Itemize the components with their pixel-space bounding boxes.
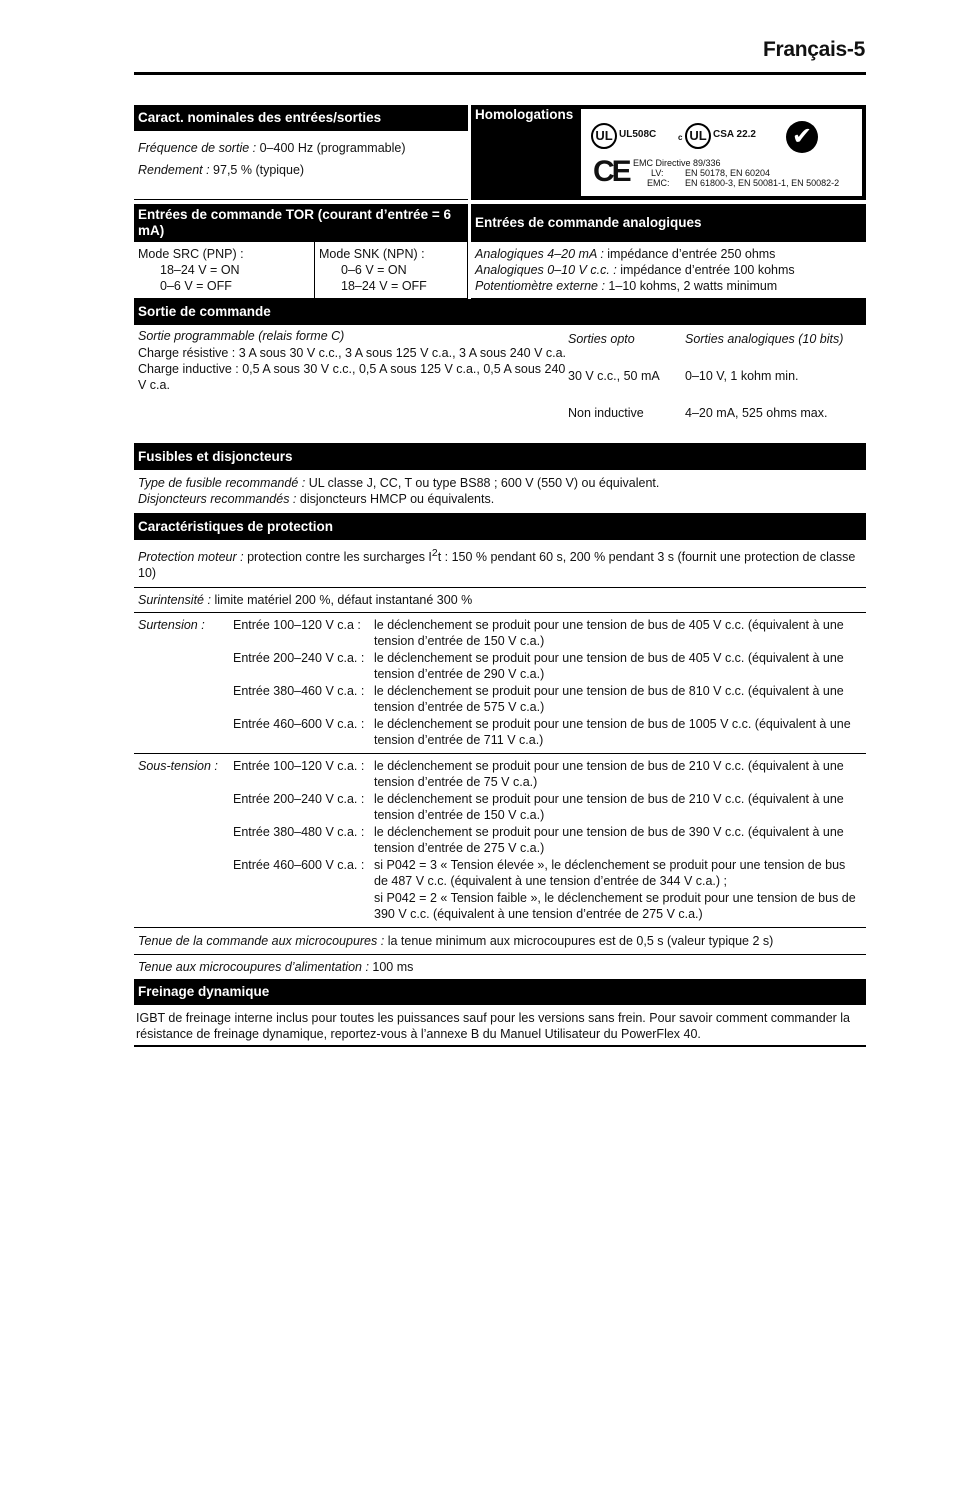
output-frequency (138, 137, 464, 159)
resistive-load: Charge résistive : 3 A sous 30 V c.c., 3 A sous 125 V c.a., 3 A sous 240 V c.a. (138, 346, 567, 360)
efficiency (138, 159, 464, 181)
src-title: Mode SRC (PNP) : (138, 247, 244, 261)
analog-outputs (685, 328, 862, 439)
cul-logo-icon: UL (685, 123, 711, 149)
pot-value: 1–10 kohms, 2 watts minimum (604, 279, 778, 293)
undervoltage-list (233, 758, 862, 923)
ov-input: Entrée 200–240 V c.a. : (233, 651, 365, 666)
title-rule (134, 72, 866, 75)
control-output-heading: Sortie de commande (134, 299, 866, 325)
src-on: 18–24 V = ON (160, 263, 240, 277)
analog-line-1 (475, 246, 862, 262)
undervoltage-label: Sous-tension : (138, 759, 218, 774)
lv-label: LV: (651, 168, 664, 178)
ov-text: le déclenchement se produit pour une tension de bus de 1005 V c.c. (équivalent à une tension d’entrée de 711 V c.a.) (374, 717, 851, 748)
src-off: 0–6 V = OFF (160, 279, 232, 293)
analog-inputs-section (471, 204, 866, 299)
motor-value-a: protection contre les surcharges I (243, 550, 432, 565)
uv-input: Entrée 200–240 V c.a. : (233, 792, 365, 807)
uv-text: le déclenchement se produit pour une tension de bus de 210 V c.c. (équivalent à une tension d’entrée de 150 V c.a.) (374, 792, 844, 823)
io-ratings-section (134, 105, 468, 200)
lv-value: EN 50178, EN 60204 (685, 168, 771, 178)
fuse-label: Type de fusible recommandé : (138, 476, 306, 490)
freq-label: Fréquence de sortie : (138, 141, 257, 155)
fuses-body (134, 470, 866, 514)
analog-out-1: 0–10 V, 1 kohm min. (685, 369, 799, 383)
uv-input: Entrée 460–600 V c.a. : (233, 858, 365, 873)
motor-sup: 2 (431, 548, 438, 559)
digital-inputs-section (134, 204, 468, 299)
eff-label: Rendement : (138, 163, 210, 177)
braking-heading: Freinage dynamique (134, 979, 866, 1005)
cul-prefix: c (678, 133, 683, 142)
ov-input: Entrée 460–600 V c.a. : (233, 717, 365, 732)
snk-off: 18–24 V = OFF (341, 279, 427, 293)
undervoltage-item (233, 890, 862, 922)
row-ratings-certs (134, 105, 866, 200)
motor-value-b: t : 150 % pendant 60 s, 200 % pendant 3 s (fournit une protection de classe 10) (138, 550, 856, 581)
c-tick-icon: ✔ (786, 121, 818, 153)
relay-label: Sortie programmable (relais forme C) (138, 329, 345, 343)
emc-value: EN 61800-3, EN 50081-1, EN 50082-2 (685, 178, 840, 188)
opto-header: Sorties opto (568, 332, 635, 346)
emc-label: EMC: (647, 178, 670, 188)
overvoltage-item (233, 683, 862, 715)
undervoltage-item (233, 857, 862, 889)
snk-mode (315, 242, 468, 298)
digital-inputs-body (134, 242, 468, 299)
analog-line-3 (475, 278, 862, 294)
ov-text: le déclenchement se produit pour une tension de bus de 810 V c.c. (équivalent à une tension d’entrée de 575 V c.a.) (374, 684, 844, 715)
overvoltage-row (134, 613, 866, 754)
spec-table (134, 105, 866, 1047)
io-ratings-heading: Caract. nominales des entrées/sorties (134, 105, 468, 131)
io-ratings-body (134, 131, 468, 187)
ce-mark-icon: CE (593, 155, 629, 188)
emc-directive: EMC Directive 89/336 (633, 158, 721, 168)
motor-protection (134, 540, 866, 588)
protection-heading: Caractéristiques de protection (134, 514, 866, 540)
ov-text: le déclenchement se produit pour une tension de bus de 405 V c.c. (équivalent à une tension d’entrée de 290 V c.a.) (374, 651, 844, 682)
analog-0-10-label: Analogiques 0–10 V c.c. : (475, 263, 617, 277)
opto-outputs (568, 328, 685, 439)
braking-body: IGBT de freinage interne inclus pour toutes les puissances sauf pour les versions sans frein. Pour savoir comment commander la résistance de freinage dynamique, reportez-vous à l’annexe B du Manuel Utilisateur du PowerFlex 40. (134, 1005, 866, 1047)
uv-text: le déclenchement se produit pour une tension de bus de 390 V c.c. (équivalent à une tension d’entrée de 275 V c.a.) (374, 825, 844, 856)
certification-logos (581, 109, 862, 196)
overcurrent (134, 588, 866, 613)
certifications-section (471, 105, 866, 200)
analog-line-2 (475, 262, 862, 278)
row-inputs (134, 204, 866, 299)
breakers (138, 491, 862, 507)
breaker-label: Disjoncteurs recommandés : (138, 492, 297, 506)
ov-input: Entrée 380–460 V c.a. : (233, 684, 365, 699)
analog-0-10-value: impédance d’entrée 100 kohms (616, 263, 795, 277)
overcurrent-label: Surintensité : (138, 593, 211, 608)
control-ride-through (134, 928, 866, 955)
power-ride-value: 100 ms (368, 960, 414, 975)
overvoltage-list (233, 617, 862, 749)
ov-text: le déclenchement se produit pour une tension de bus de 405 V c.c. (équivalent à une tension d’entrée de 150 V c.a.) (374, 618, 844, 649)
overvoltage-item (233, 617, 862, 649)
uv-input: Entrée 380–480 V c.a. : (233, 825, 365, 840)
analog-out-header: Sorties analogiques (10 bits) (685, 332, 844, 346)
analog-inputs-body (471, 242, 866, 299)
control-output-body (134, 325, 866, 444)
src-mode (134, 242, 315, 298)
power-ride-through (134, 955, 866, 979)
freq-value: 0–400 Hz (programmable) (256, 141, 406, 155)
overcurrent-value: limite matériel 200 %, défaut instantané 300 % (210, 593, 473, 608)
eff-value: 97,5 % (typique) (209, 163, 305, 177)
undervoltage-row (134, 754, 866, 928)
uv-input: Entrée 100–120 V c.a. : (233, 759, 365, 774)
fuses-heading: Fusibles et disjoncteurs (134, 444, 866, 470)
undervoltage-item (233, 758, 862, 790)
overvoltage-label: Surtension : (138, 618, 205, 633)
uv-input (233, 890, 374, 922)
ul-logo-icon: UL (591, 123, 617, 149)
certifications-heading: Homologations (475, 107, 574, 122)
snk-title: Mode SNK (NPN) : (319, 247, 425, 261)
relay-specs (138, 328, 568, 439)
snk-on: 0–6 V = ON (341, 263, 407, 277)
motor-label: Protection moteur : (138, 550, 244, 565)
ride-through-label: Tenue de la commande aux microcoupures : (138, 934, 385, 949)
power-ride-label: Tenue aux microcoupures d’alimentation : (138, 960, 369, 975)
undervoltage-item (233, 824, 862, 856)
analog-out-2: 4–20 mA, 525 ohms max. (685, 406, 828, 420)
opto-rating-1: 30 V c.c., 50 mA (568, 369, 660, 383)
fuse-type (138, 475, 862, 491)
opto-rating-2: Non inductive (568, 406, 644, 420)
ride-through-value: la tenue minimum aux microcoupures est de 0,5 s (valeur typique 2 s) (384, 934, 774, 949)
ov-input: Entrée 100–120 V c.a : (233, 618, 361, 633)
uv-text: si P042 = 2 « Tension faible », le déclenchement se produit pour une tension de bus de 390 V c.c. (équivalent à une tension d’entrée de 275 V c.a.) (374, 891, 856, 922)
analog-4-20-label: Analogiques 4–20 mA : (475, 247, 604, 261)
breaker-value: disjoncteurs HMCP ou équivalents. (296, 492, 495, 506)
pot-label: Potentiomètre externe : (475, 279, 605, 293)
inductive-load: Charge inductive : 0,5 A sous 30 V c.c., 0,5 A sous 125 V c.a., 0,5 A sous 240 V c.a. (138, 362, 566, 392)
uv-text: le déclenchement se produit pour une tension de bus de 210 V c.c. (équivalent à une tension d’entrée de 75 V c.a.) (374, 759, 844, 790)
ul508c-label: UL508C (619, 129, 657, 140)
page-title: Français-5 (762, 38, 865, 61)
uv-text: si P042 = 3 « Tension élevée », le déclenchement se produit pour une tension de bus de 487 V c.c. (équivalent à une tension d’entrée de 344 V c.a.) ; (374, 858, 846, 889)
undervoltage-item (233, 791, 862, 823)
overvoltage-item (233, 716, 862, 748)
digital-inputs-heading: Entrées de commande TOR (courant d’entrée = 6 mA) (134, 204, 468, 242)
overvoltage-item (233, 650, 862, 682)
analog-inputs-heading: Entrées de commande analogiques (471, 204, 866, 242)
analog-4-20-value: impédance d’entrée 250 ohms (603, 247, 776, 261)
csa-label: CSA 22.2 (713, 129, 756, 140)
fuse-value: UL classe J, CC, T ou type BS88 ; 600 V (550 V) ou équivalent. (305, 476, 660, 490)
